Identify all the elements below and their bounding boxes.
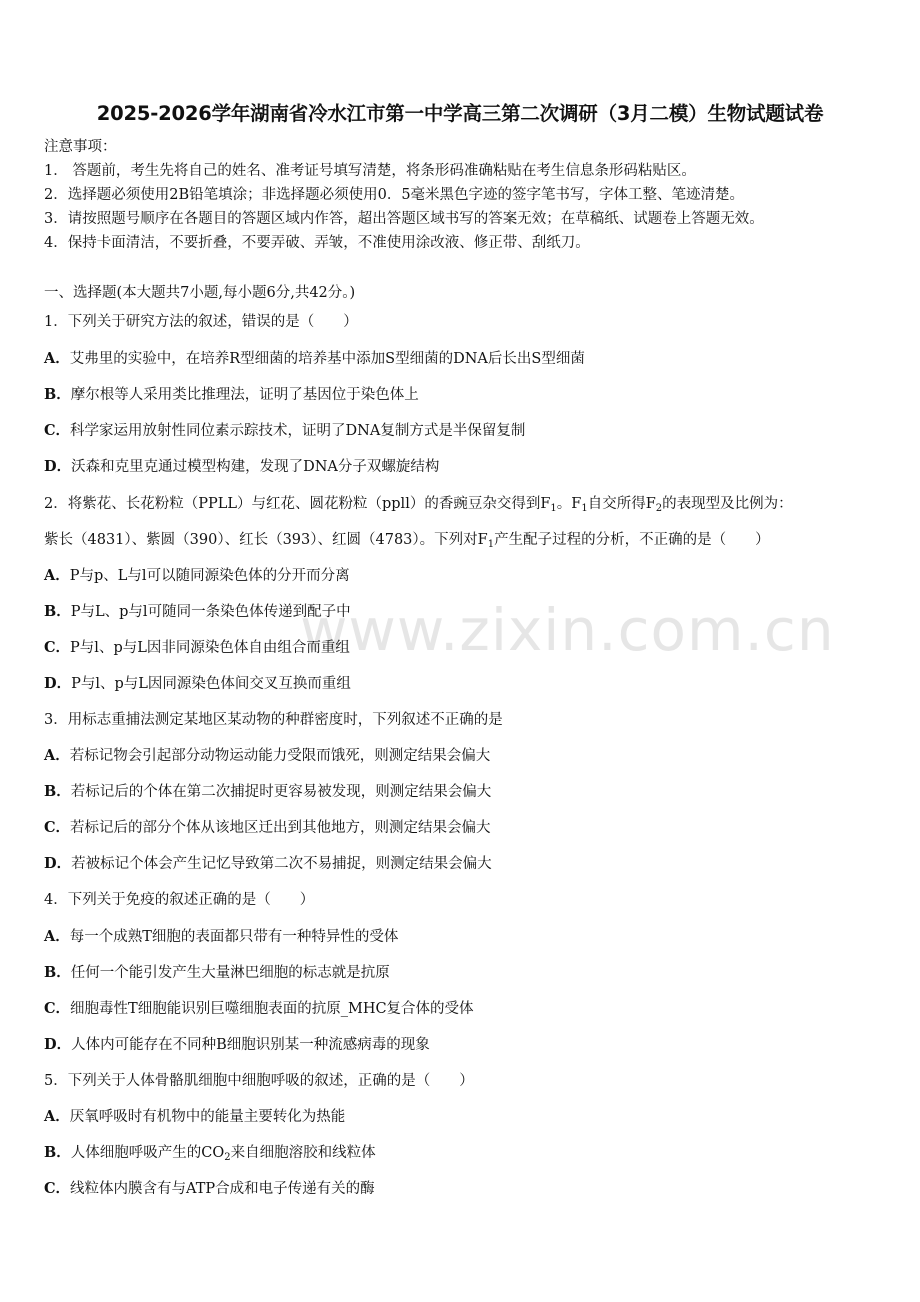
option-text: 线粒体内膜含有与ATP合成和电子传递有关的酶 [70,1181,375,1197]
subscript: 1 [581,503,588,514]
stem-text: 2．将紫花、长花粉粒（PPLL）与红花、圆花粉粒（ppll）的香豌豆杂交得到F [44,496,551,512]
option-text: 若被标记个体会产生记忆导致第二次不易捕捉，则测定结果会偏大 [71,856,492,872]
subscript: 2 [224,1152,231,1163]
subscript: 1 [487,539,495,550]
question-5-option-b [44,1143,376,1163]
option-letter: B． [44,603,71,620]
option-text: 每一个成熟T细胞的表面都只带有一种特异性的受体 [69,929,399,945]
option-letter: B． [44,386,71,403]
option-text: 科学家运用放射性同位素示踪技术，证明了DNA复制方式是半保留复制 [70,423,526,439]
exam-title: 2025-2026学年湖南省冷水江市第一中学高三第二次调研（3月二模）生物试题试卷 [96,102,824,125]
option-letter: D． [44,458,72,475]
question-1-option-c [44,421,525,441]
option-text: 艾弗里的实验中，在培养R型细菌的培养基中添加S型细菌的DNA后长出S型细菌 [69,351,585,367]
option-letter: B． [44,783,71,800]
option-text: 厌氧呼吸时有机物中的能量主要转化为热能 [69,1109,346,1125]
option-letter: D． [44,855,72,872]
option-text: 人体内可能存在不同种B细胞识别某一种流感病毒的现象 [71,1037,430,1053]
question-3-option-a [44,746,490,766]
option-letter: C． [44,639,71,656]
notice-item-3: 3．请按照题号顺序在各题目的答题区域内作答，超出答题区域书写的答案无效；在草稿纸、试题卷上答题无效。 [44,211,764,227]
question-1-option-b [44,385,419,405]
subscript: 1 [550,503,557,514]
option-text: 细胞毒性T细胞能识别巨噬细胞表面的抗原_MHC复合体的受体 [70,1001,474,1017]
option-letter: C． [44,819,71,836]
option-text: 若标记后的部分个体从该地区迁出到其他地方，则测定结果会偏大 [70,820,491,836]
option-text: 摩尔根等人采用类比推理法，证明了基因位于染色体上 [70,387,419,403]
question-2-stem-line-1 [44,494,793,514]
question-2-option-c [44,638,350,658]
question-1-stem: 1．下列关于研究方法的叙述，错误的是（ ） [44,314,358,330]
question-1-option-d [44,457,439,477]
stem-text: 自交所得F [587,496,656,512]
option-text: 人体细胞呼吸产生的CO [70,1145,225,1161]
option-letter: A． [44,928,70,945]
question-2-option-a [44,566,350,586]
option-text: 任何一个能引发产生大量淋巴细胞的标志就是抗原 [70,965,390,981]
question-2-stem-line-2 [44,530,770,550]
question-2-option-d [44,674,351,694]
question-3-stem: 3．用标志重捕法测定某地区某动物的种群密度时，下列叙述不正确的是 [44,712,503,728]
option-text: 若标记后的个体在第二次捕捉时更容易被发现，则测定结果会偏大 [70,784,492,800]
option-letter: B． [44,1144,71,1161]
option-letter: B． [44,964,71,981]
option-text: 来自细胞溶胶和线粒体 [230,1145,376,1161]
option-letter: A． [44,350,70,367]
option-letter: C． [44,1000,71,1017]
stem-text: 的表现型及比例为： [662,496,793,512]
stem-text: 紫长（4831）、紫圆（390）、红长（393）、红圆（4783）。下列对F [44,532,488,548]
question-4-stem: 4．下列关于免疫的叙述正确的是（ ） [44,892,315,908]
option-text: P与l、p与L因非同源染色体自由组合而重组 [70,640,350,656]
option-text: P与p、L与l可以随同源染色体的分开而分离 [69,568,350,584]
subscript: 2 [655,503,663,514]
option-letter: D． [44,675,72,692]
option-letter: C． [44,422,71,439]
question-4-option-a [44,927,398,947]
option-letter: A． [44,567,70,584]
notice-item-2: 2．选择题必须使用2B铅笔填涂；非选择题必须使用0．5毫米黑色字迹的签字笔书写，字体工整、笔迹清楚。 [44,187,745,203]
notice-item-4: 4．保持卡面清洁，不要折叠，不要弄破、弄皱，不准使用涂改液、修正带、刮纸刀。 [44,235,590,251]
question-5-option-a [44,1107,345,1127]
question-3-option-d [44,854,492,874]
option-text: P与L、p与l可随同一条染色体传递到配子中 [70,604,351,620]
option-text: P与l、p与L因同源染色体间交叉互换而重组 [71,676,351,692]
notice-item-1: 1． 答题前，考生先将自己的姓名、准考证号填写清楚，将条形码准确粘贴在考生信息条形码粘贴区。 [44,163,696,179]
watermark: www.zixin.com.cn [300,596,835,664]
option-letter: A． [44,1108,70,1125]
question-3-option-c [44,818,491,838]
question-5-option-c [44,1179,375,1199]
option-letter: C． [44,1180,71,1197]
stem-text: 产生配子过程的分析，不正确的是（ ） [494,532,770,548]
option-text: 沃森和克里克通过模型构建，发现了DNA分子双螺旋结构 [71,459,440,475]
question-4-option-b [44,963,390,983]
question-2-option-b [44,602,351,622]
option-letter: A． [44,747,70,764]
question-4-option-c [44,999,474,1019]
question-5-stem: 5．下列关于人体骨骼肌细胞中细胞呼吸的叙述，正确的是（ ） [44,1073,474,1089]
notice-heading: 注意事项： [44,139,117,155]
question-4-option-d [44,1035,430,1055]
question-3-option-b [44,782,491,802]
option-letter: D． [44,1036,72,1053]
stem-text: 。F [556,496,582,512]
section-heading: 一、选择题(本大题共7小题,每小题6分,共42分。) [44,285,356,301]
question-1-option-a [44,349,585,369]
option-text: 若标记物会引起部分动物运动能力受限而饿死，则测定结果会偏大 [69,748,491,764]
